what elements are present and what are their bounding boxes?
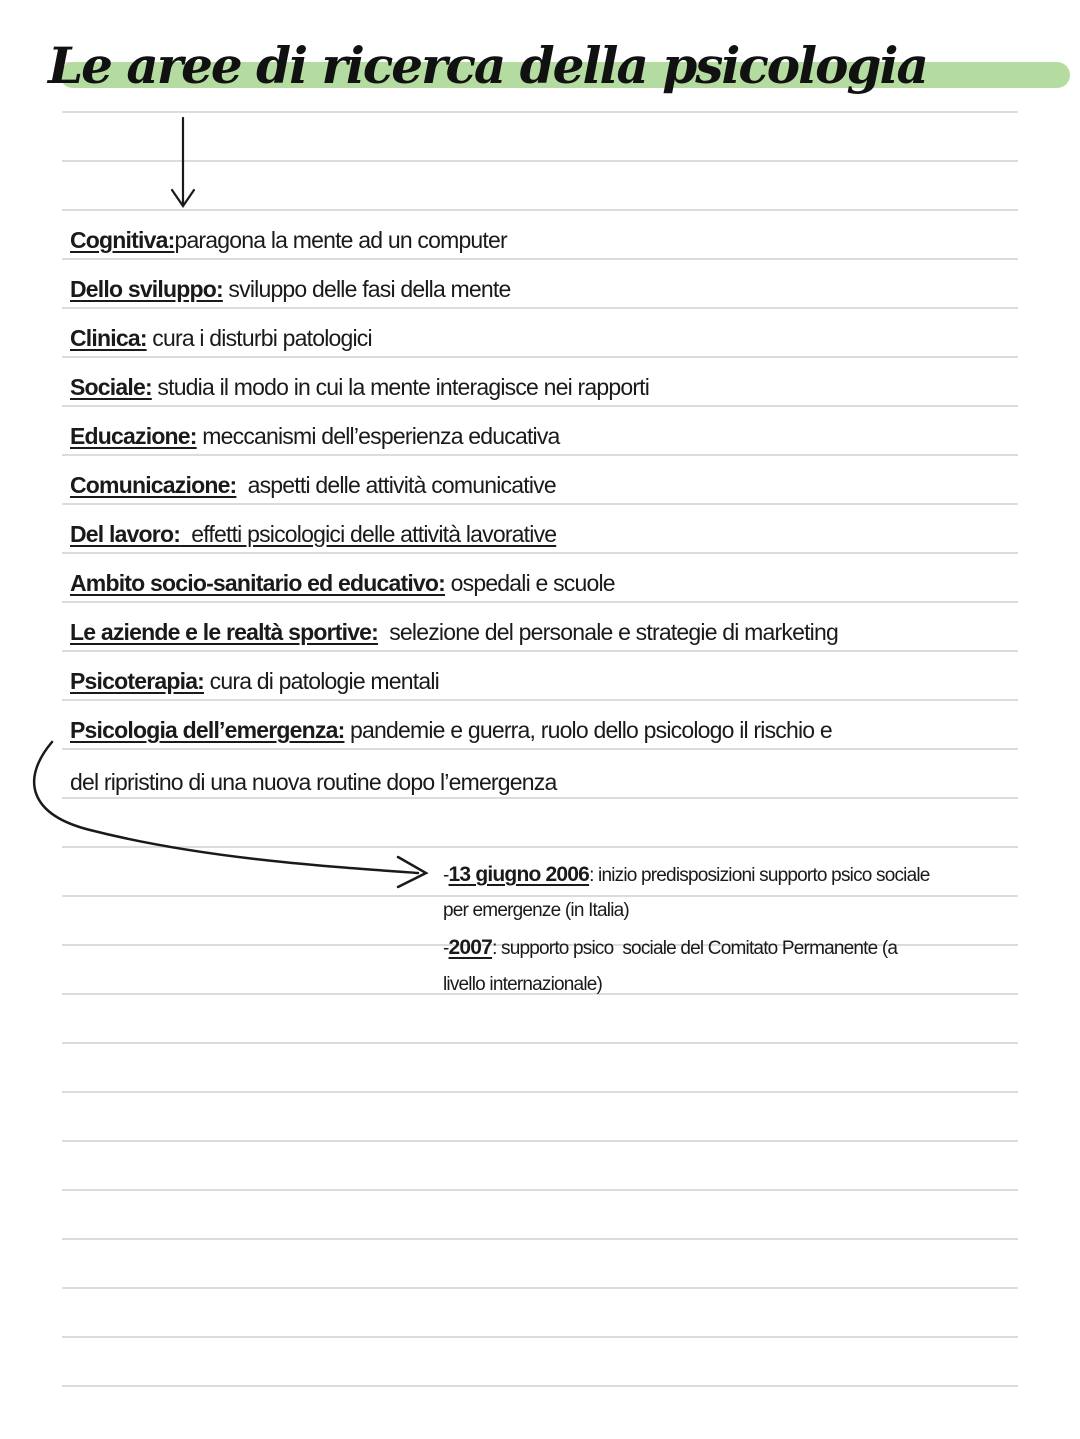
timeline-item-2007-cont: livello internazionale) (443, 974, 603, 995)
area-description: selezione del personale e strategie di marketing (378, 619, 838, 645)
area-description: effetti psicologici delle attività lavorative (180, 521, 557, 547)
timeline-item-2006: - 13 giugno 2006: inizio predisposizioni supporto psico sociale (443, 857, 930, 894)
area-term: Comunicazione: (70, 472, 236, 498)
area-term: Sociale: (70, 374, 152, 400)
area-term: Del lavoro: (70, 521, 180, 547)
area-description: cura di patologie mentali (204, 668, 439, 694)
area-description: studia il modo in cui la mente interagisce nei rapporti (151, 374, 650, 400)
list-item (70, 367, 649, 407)
area-term: Clinica: (70, 325, 147, 351)
list-item (70, 661, 439, 701)
area-term: Psicologia dell’emergenza: (70, 717, 344, 743)
list-item (70, 563, 615, 603)
area-description: sviluppo delle fasi della mente (222, 276, 511, 302)
page-title: Le aree di ricerca della psicologia (48, 36, 927, 95)
list-item (70, 416, 560, 456)
area-term: Psicoterapia: (70, 668, 204, 694)
emergency-continuation: del ripristino di una nuova routine dopo l’emergenza (70, 769, 557, 795)
area-description: aspetti delle attività comunicative (236, 472, 556, 498)
list-item (70, 710, 832, 750)
area-description: cura i disturbi patologici (146, 325, 372, 351)
area-description: pandemie e guerra, ruolo dello psicologo il rischio e (344, 717, 832, 743)
timeline-date: 2007 (449, 936, 493, 959)
list-item (70, 220, 507, 260)
timeline-item-2006-cont: per emergenze (in Italia) (443, 900, 629, 921)
area-description: paragona la mente ad un computer (174, 227, 507, 253)
down-arrow-icon (172, 118, 194, 206)
list-item (70, 318, 372, 358)
area-description: ospedali e scuole (445, 570, 615, 596)
timeline-item-2007: - 2007: supporto psico sociale del Comitato Permanente (a (443, 930, 897, 967)
area-term: Dello sviluppo: (70, 276, 223, 302)
list-item (70, 465, 556, 505)
timeline-date: 13 giugno 2006 (449, 863, 590, 886)
list-item (70, 514, 556, 554)
area-term: Ambito socio-sanitario ed educativo: (70, 570, 445, 596)
area-term: Cognitiva: (70, 227, 174, 253)
area-term: Educazione: (70, 423, 197, 449)
list-item (70, 269, 510, 309)
area-term: Le aziende e le realtà sportive: (70, 619, 378, 645)
list-item (70, 612, 838, 652)
area-description: meccanismi dell’esperienza educativa (196, 423, 560, 449)
